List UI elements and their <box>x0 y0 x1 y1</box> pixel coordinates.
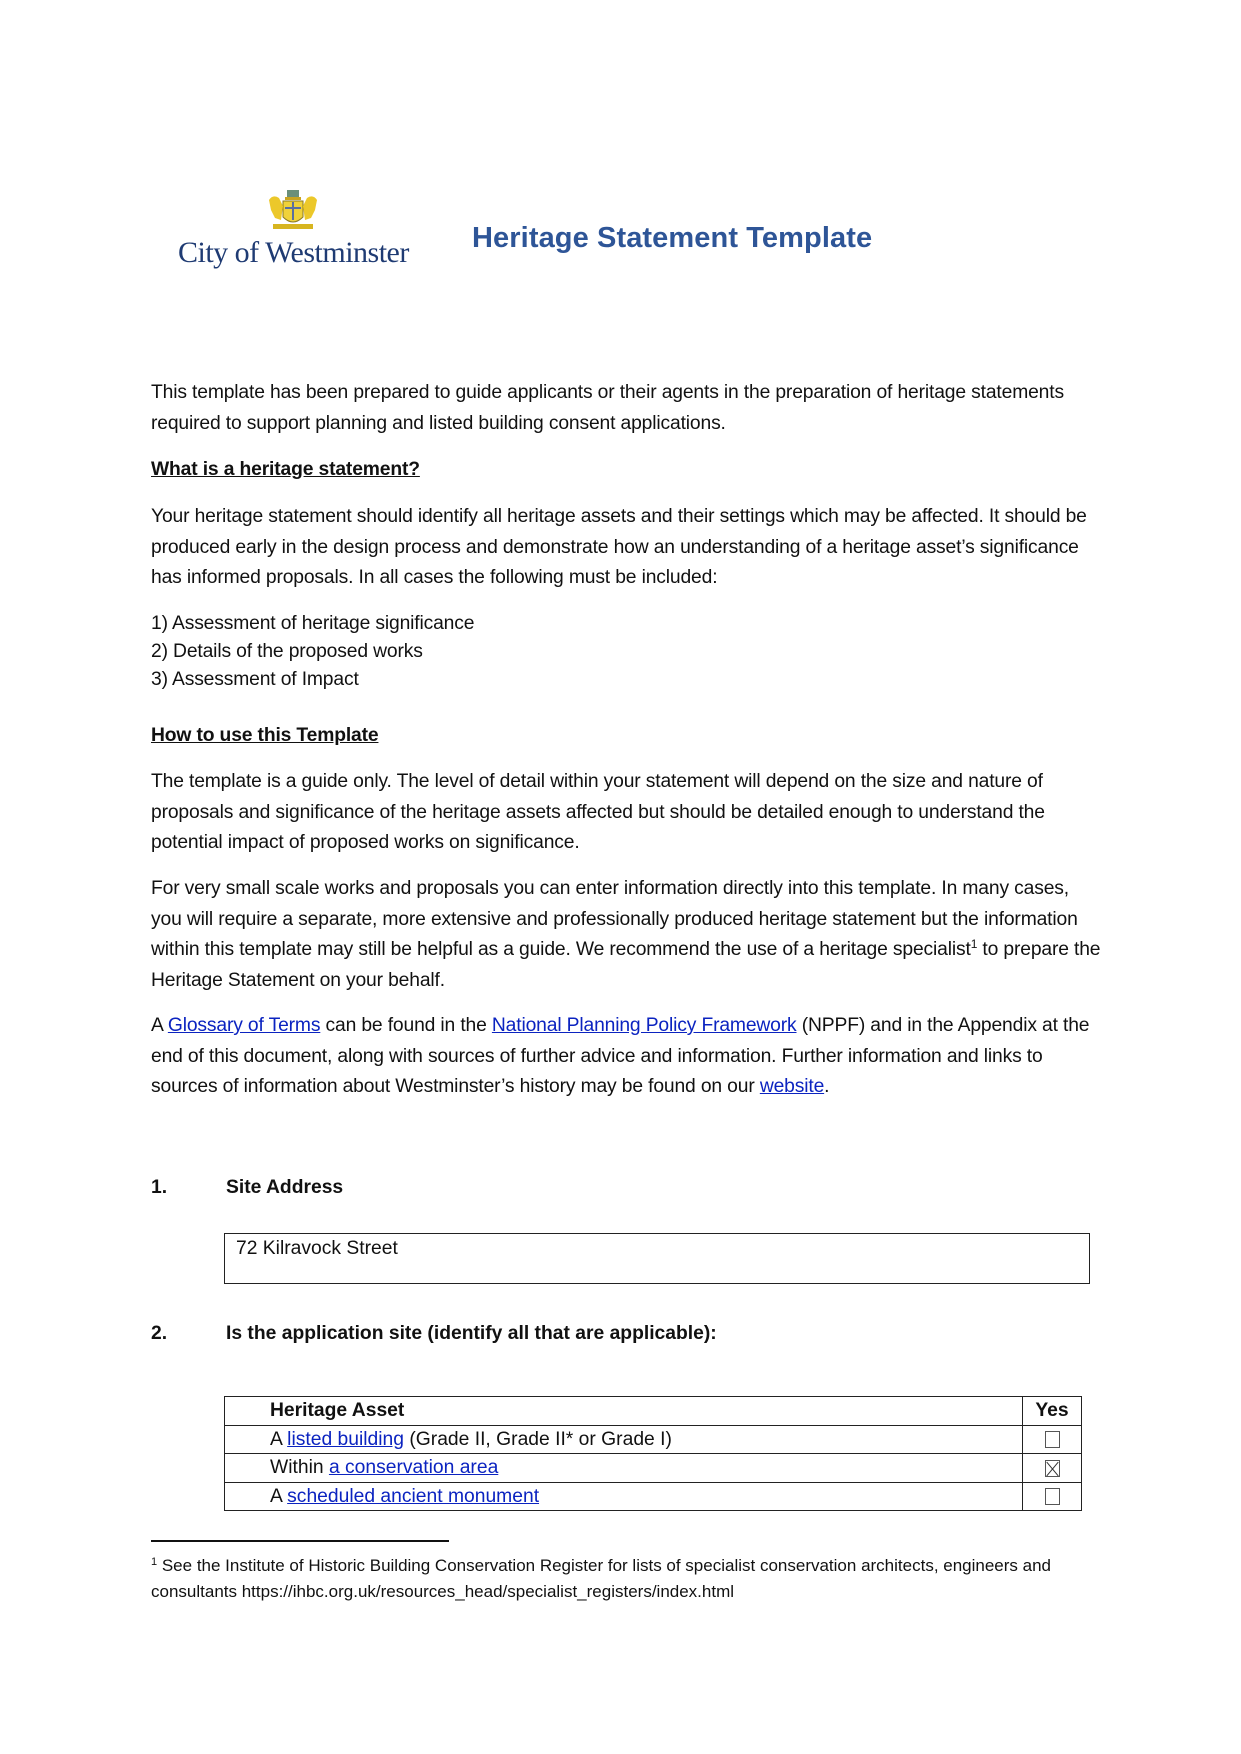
table-header-row <box>225 1397 1082 1426</box>
table-row <box>225 1482 1082 1511</box>
footnote-separator <box>151 1540 449 1542</box>
footnote: $^1$ See the Institute of Historic Building Conservation Register for lists of specialist conservation architects, engineers and consultants https://ihbc.org.uk/resources_head/specialist_registers/index.html <box>151 1556 1052 1601</box>
what-is-heading: What is a heritage statement? <box>151 459 420 480</box>
what-is-paragraph: Your heritage statement should identify all heritage assets and their settings which may be affected. It should be produced early in the design process and demonstrate how an understanding of a heritage asset’s significance has informed proposals. In all cases the following must be included: <box>151 506 1087 588</box>
how-to-paragraph-1: The template is a guide only. The level of detail within your statement will depend on the size and nature of proposals and significance of the heritage assets affected but should be detailed enough to understand the potential impact of proposed works on significance. <box>151 771 1045 853</box>
how-to-paragraph-3: A Glossary of Terms can be found in the National Planning Policy Framework (NPPF) and in the Appendix at the end of this document, along with sources of further advice and information. Further information and links to sources of information about Westminster’s history may be found on our website. <box>151 1015 1090 1097</box>
site-address-field[interactable]: 72 Kilravock Street <box>224 1233 1090 1284</box>
section-1-number: 1. <box>151 1177 168 1198</box>
coat-of-arms-crest-icon <box>263 188 323 234</box>
listed-building-link[interactable]: listed building <box>287 1428 404 1450</box>
how-to-paragraph-2: For very small scale works and proposals you can enter information directly into this template. In many cases, you will require a separate, more extensive and professionally produced heritage statement but the information within this template may still be helpful as a guide. We recommend the use of a heritage specialist$^1$ to prepare the Heritage Statement on your behalf. <box>151 878 1101 991</box>
list-item: 1) Assessment of heritage significance <box>151 613 475 634</box>
footnote-ref[interactable]: 1 <box>970 937 978 951</box>
how-to-heading: How to use this Template <box>151 725 379 746</box>
list-item: 3) Assessment of Impact <box>151 669 359 690</box>
website-link[interactable]: website <box>759 1076 825 1097</box>
city-of-westminster-logo <box>178 188 408 278</box>
section-2-title: Is the application site (identify all that are applicable): <box>226 1323 717 1344</box>
logo-text: City of Westminster <box>178 236 409 269</box>
asset-cell: Within a conservation area <box>225 1454 1023 1483</box>
conservation-area-link[interactable]: a conservation area <box>328 1457 499 1479</box>
section-2-number: 2. <box>151 1323 168 1344</box>
footnote-marker: 1 <box>151 1556 158 1568</box>
yes-cell <box>1023 1482 1082 1511</box>
section-1-title: Site Address <box>226 1177 344 1198</box>
scheduled-ancient-monument-checkbox[interactable] <box>1045 1488 1060 1505</box>
asset-cell: A listed building (Grade II, Grade II* or Grade I) <box>225 1425 1023 1454</box>
conservation-area-checkbox[interactable] <box>1045 1460 1060 1477</box>
column-header-yes: Yes <box>1023 1397 1082 1426</box>
table-row <box>225 1454 1082 1483</box>
heritage-asset-table <box>224 1396 1082 1511</box>
list-item: 2) Details of the proposed works <box>151 641 423 662</box>
document-title: Heritage Statement Template <box>472 222 873 254</box>
table-row <box>225 1425 1082 1454</box>
scheduled-ancient-monument-link[interactable]: scheduled ancient monument <box>287 1485 540 1507</box>
intro-paragraph: This template has been prepared to guide applicants or their agents in the preparation of heritage statements required to support planning and listed building consent applications. <box>151 382 1064 434</box>
requirements-list <box>151 610 1101 694</box>
yes-cell <box>1023 1425 1082 1454</box>
glossary-of-terms-link[interactable]: Glossary of Terms <box>167 1015 321 1036</box>
asset-cell: A scheduled ancient monument <box>225 1482 1023 1511</box>
listed-building-checkbox[interactable] <box>1045 1431 1060 1448</box>
yes-cell <box>1023 1454 1082 1483</box>
nppf-link[interactable]: National Planning Policy Framework <box>491 1015 797 1036</box>
column-header-heritage-asset: Heritage Asset <box>225 1397 1023 1426</box>
